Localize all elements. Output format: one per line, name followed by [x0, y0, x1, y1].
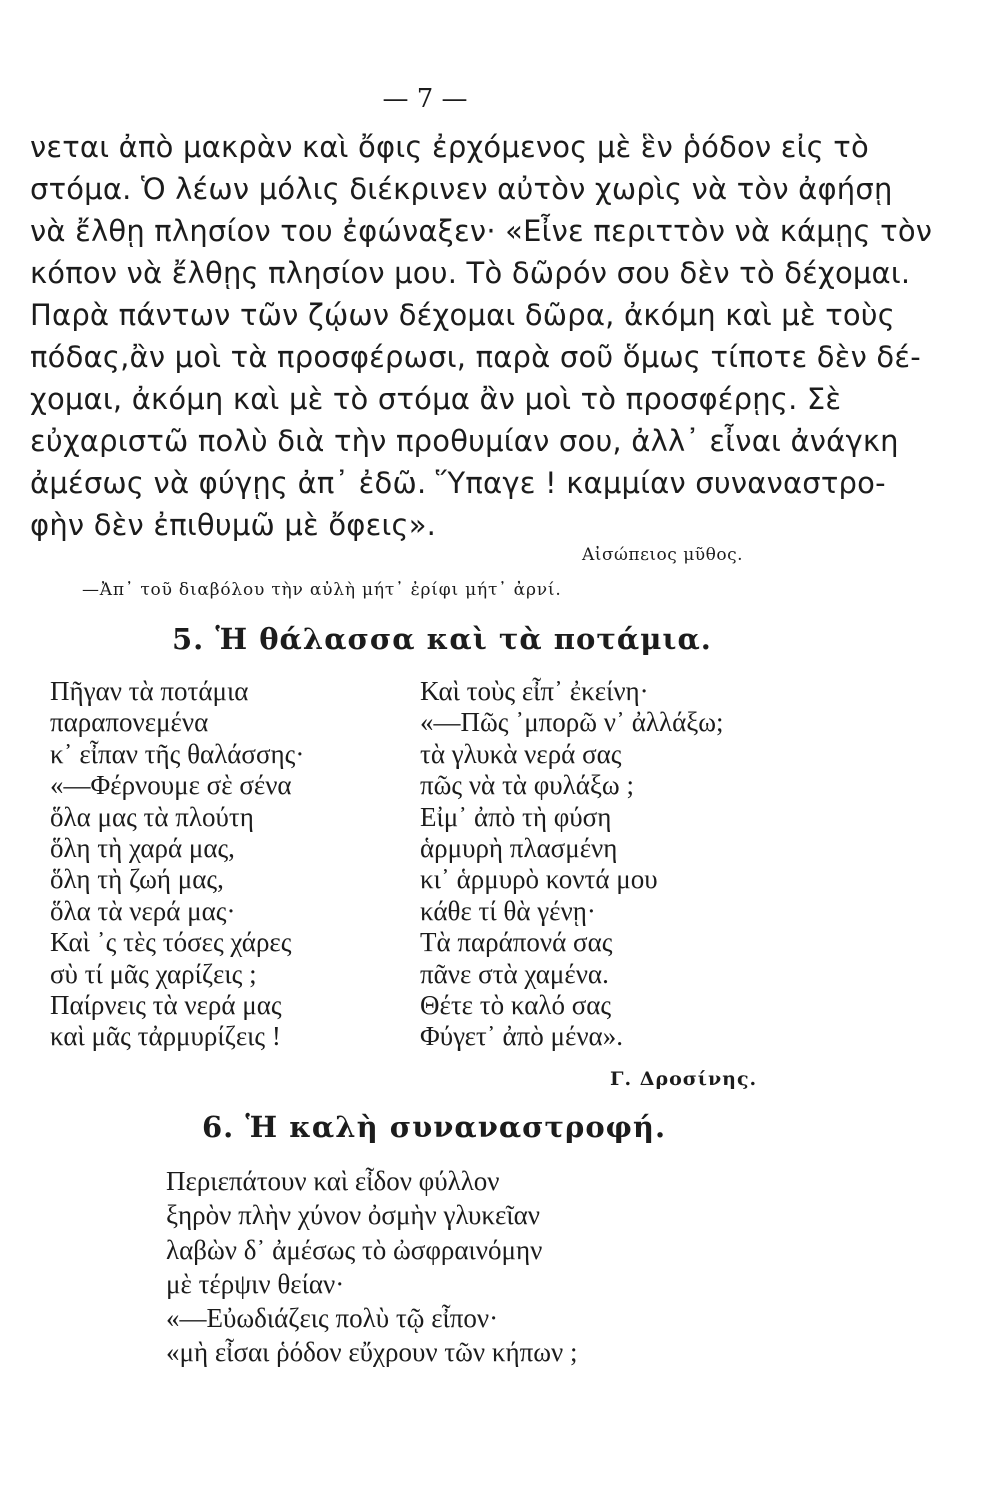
poem-line: Περιεπάτουν καὶ εἶδον φύλλον [166, 1166, 500, 1196]
poem-line: ξηρὸν πλὴν χύνον ὀσμὴν γλυκεῖαν [166, 1200, 540, 1231]
poem-line: κι᾽ ἁρμυρὸ κοντά μου [420, 864, 658, 895]
poem-line: «μὴ εἶσαι ῥόδον εὔχρουν τῶν κήπων ; [166, 1337, 578, 1368]
prose-line: νὰ ἔλθῃ πλησίον του ἐφώναξεν· «Εἶνε περιττὸν νὰ κάμῃς τὸν [30, 214, 933, 248]
poem-line: Θέτε τὸ καλό σας [420, 989, 612, 1020]
poem-line: ὅλη τὴ χαρά μας, [50, 832, 235, 863]
poem-line: κ᾽ εἶπαν τῆς θαλάσσης· [50, 738, 305, 769]
poem-line: Εἰμ᾽ ἀπὸ τὴ φύση [420, 801, 612, 832]
poem-line: παραπονεμένα [50, 707, 209, 738]
poem-line: Φύγετ᾽ ἀπὸ μένα». [420, 1021, 623, 1052]
poem-2-block [166, 1164, 577, 1370]
prose-block [30, 126, 933, 546]
prose-line: εὐχαριστῶ πολὺ διὰ τὴν προθυμίαν σου, ἀλλ᾽ εἶναι ἀνάγκη [30, 424, 899, 458]
section-5-heading: 5. Ἡ θάλασσα καὶ τὰ ποτάμια. [172, 622, 712, 656]
proverb: —Ἀπ᾽ τοῦ διαβόλου τὴν αὐλὴ μήτ᾽ ἐρίφι μήτ᾽ ἀρνί. [82, 580, 562, 600]
poem-line: πῶς νὰ τὰ φυλάξω ; [420, 770, 634, 801]
poem-line: Παίρνεις τὰ νερά μας [50, 989, 282, 1020]
poem-line: «—Φέρνουμε σὲ σένα [50, 770, 292, 801]
prose-line: νεται ἀπὸ μακρὰν καὶ ὄφις ἐρχόμενος μὲ ἓν ῥόδον εἰς τὸ [30, 130, 869, 164]
poem-line: «—Εὐωδιάζεις πολὺ τῷ εἶπον· [166, 1303, 499, 1334]
poem-line: ὅλα μας τὰ πλούτη [50, 801, 254, 832]
fable-source: Αἰσώπειος μῦθος. [582, 545, 743, 565]
poem-line: Καὶ ᾽ς τὲς τόσες χάρες [50, 927, 292, 958]
poem-line: ἁρμυρὴ πλασμένη [420, 832, 618, 863]
prose-line: ἀμέσως νὰ φύγῃς ἀπ᾽ ἐδῶ. Ὕπαγε ! καμμίαν συναναστρο- [30, 466, 886, 500]
poem-line: ὅλα τὰ νερά μας· [50, 895, 236, 926]
prose-line: φὴν δὲν ἐπιθυμῶ μὲ ὄφεις». [30, 508, 437, 542]
poem-line: καὶ μᾶς τἀρμυρίζεις ! [50, 1021, 281, 1052]
page-number: — 7 — [382, 84, 468, 114]
poem-line: μὲ τέρψιν θείαν· [166, 1268, 345, 1299]
poem-line: ὅλη τὴ ζωή μας, [50, 864, 224, 895]
poem-line: σὺ τί μᾶς χαρίζεις ; [50, 958, 257, 989]
prose-line: Παρὰ πάντων τῶν ζῴων δέχομαι δῶρα, ἀκόμη καὶ μὲ τοὺς [30, 298, 896, 332]
prose-line: πόδας,ἂν μοὶ τὰ προσφέρωσι, παρὰ σοῦ ὅμως τίποτε δὲν δέ- [30, 340, 921, 374]
poem-right-column [420, 676, 724, 1053]
poem-left-column [50, 676, 304, 1053]
section-6-heading: 6. Ἡ καλὴ συναναστροφή. [202, 1110, 667, 1144]
poem-line: «—Πῶς ᾽μπορῶ ν᾽ ἀλλάξω; [420, 707, 724, 738]
poem-line: λαβὼν δ᾽ ἀμέσως τὸ ὠσφραινόμην [166, 1234, 543, 1265]
poem-line: Πῆγαν τὰ ποτάμια [50, 676, 249, 706]
prose-line: χομαι, ἀκόμη καὶ μὲ τὸ στόμα ἂν μοὶ τὸ προσφέρῃς. Σὲ [30, 382, 842, 416]
poem-line: τὰ γλυκὰ νερά σας [420, 738, 622, 769]
prose-line: στόμα. Ὁ λέων μόλις διέκρινεν αὐτὸν χωρὶς νὰ τὸν ἀφήσῃ [30, 172, 893, 206]
poem-line: κάθε τί θὰ γένῃ· [420, 895, 596, 926]
poem-line: Τὰ παράπονά σας [420, 927, 613, 958]
poem-author: Γ. Δροσίνης. [610, 1068, 758, 1090]
poem-line: πᾶνε στὰ χαμένα. [420, 958, 609, 989]
poem-line: Καὶ τοὺς εἶπ᾽ ἐκείνη· [420, 676, 649, 706]
prose-line: κόπον νὰ ἔλθῃς πλησίον μου. Τὸ δῶρόν σου δὲν τὸ δέχομαι. [30, 256, 911, 290]
